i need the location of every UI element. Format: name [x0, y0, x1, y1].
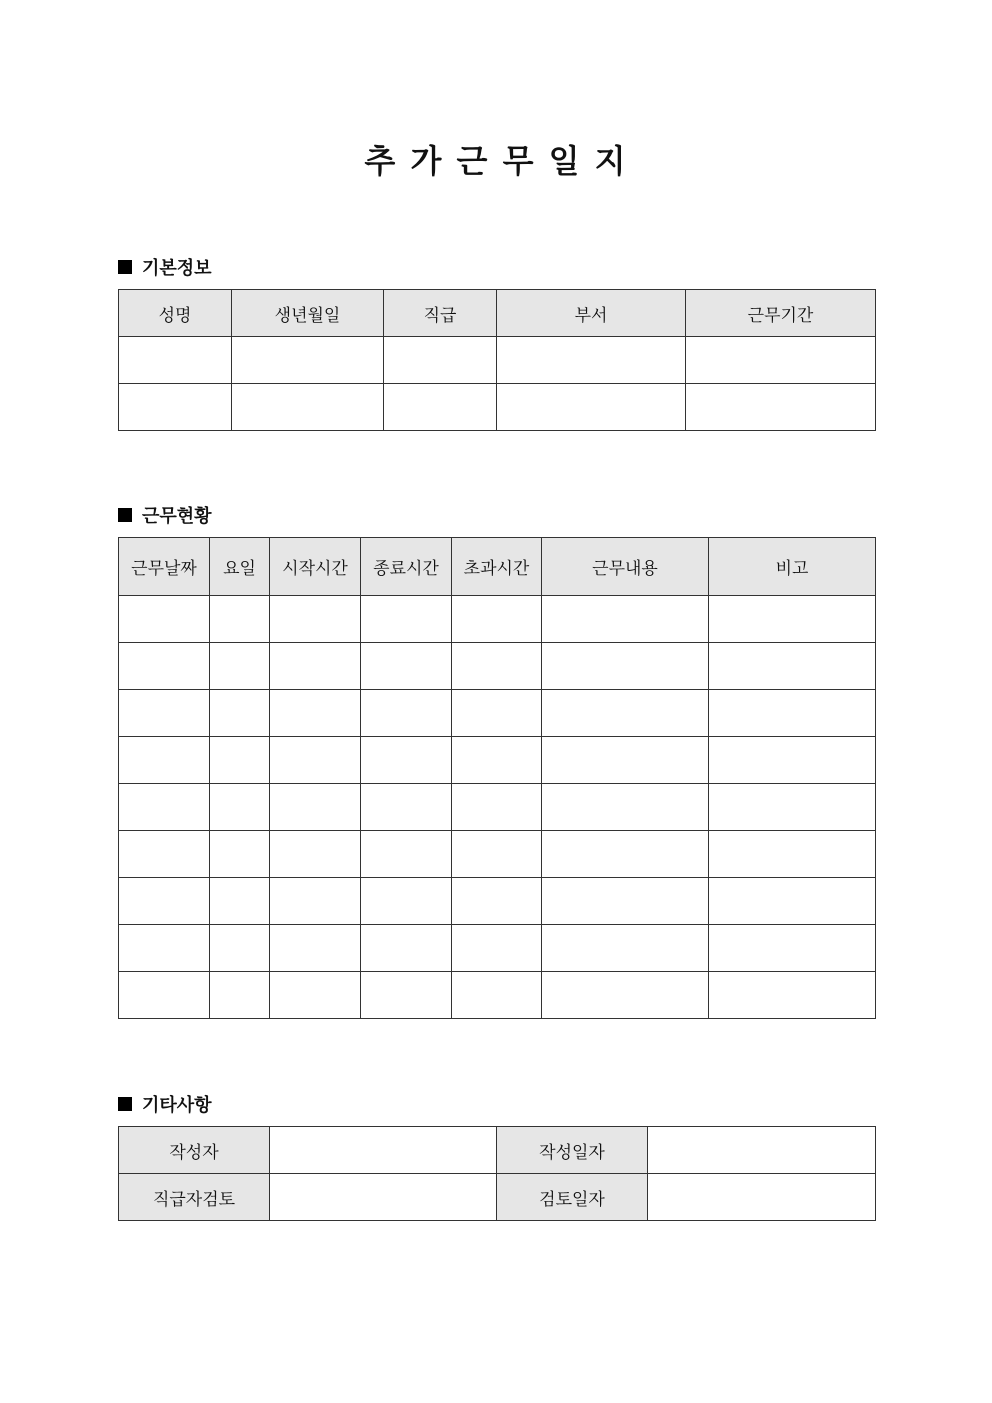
- table-cell[interactable]: [452, 925, 542, 972]
- column-header: 근무기간: [686, 290, 876, 337]
- table-cell[interactable]: [210, 737, 270, 784]
- section-heading-label: 근무현황: [142, 506, 212, 527]
- table-cell[interactable]: [270, 596, 361, 643]
- table-cell[interactable]: [119, 972, 210, 1019]
- table-cell[interactable]: [542, 596, 709, 643]
- table-cell[interactable]: [119, 384, 232, 431]
- column-header: 생년월일: [232, 290, 384, 337]
- table-cell[interactable]: [709, 925, 876, 972]
- document-title: 추 가 근 무 일 지: [364, 142, 628, 180]
- table-cell[interactable]: [210, 925, 270, 972]
- written-date-label: 작성일자: [497, 1127, 648, 1174]
- table-cell[interactable]: [210, 972, 270, 1019]
- table-row: [119, 831, 876, 878]
- table-cell[interactable]: [270, 878, 361, 925]
- table-cell[interactable]: [119, 878, 210, 925]
- table-cell[interactable]: [119, 690, 210, 737]
- table-cell[interactable]: [270, 831, 361, 878]
- table-cell[interactable]: [361, 831, 452, 878]
- table-cell[interactable]: [210, 690, 270, 737]
- table-row: [119, 596, 876, 643]
- table-header-row: [119, 290, 876, 337]
- table-row: [119, 972, 876, 1019]
- etc-table: [118, 1126, 876, 1221]
- table-cell[interactable]: [452, 690, 542, 737]
- table-row: [119, 643, 876, 690]
- table-header-row: [119, 538, 876, 596]
- column-header: 시작시간: [270, 538, 361, 596]
- table-cell[interactable]: [119, 337, 232, 384]
- table-cell[interactable]: [709, 643, 876, 690]
- table-cell[interactable]: [119, 925, 210, 972]
- table-cell[interactable]: [452, 831, 542, 878]
- section-heading-etc: [118, 1091, 212, 1117]
- table-cell[interactable]: [270, 925, 361, 972]
- column-header: 근무내용: [542, 538, 709, 596]
- square-bullet-icon: [118, 260, 132, 274]
- column-header: 성명: [119, 290, 232, 337]
- reviewer-label: 직급자검토: [119, 1174, 270, 1221]
- author-field[interactable]: [270, 1127, 497, 1174]
- table-cell[interactable]: [361, 784, 452, 831]
- table-row: [119, 384, 876, 431]
- square-bullet-icon: [118, 1097, 132, 1111]
- table-cell[interactable]: [542, 878, 709, 925]
- table-cell[interactable]: [270, 643, 361, 690]
- table-cell[interactable]: [361, 596, 452, 643]
- table-cell[interactable]: [210, 596, 270, 643]
- table-cell[interactable]: [709, 831, 876, 878]
- table-row: [119, 878, 876, 925]
- table-cell[interactable]: [542, 831, 709, 878]
- table-cell[interactable]: [452, 643, 542, 690]
- column-header: 부서: [497, 290, 686, 337]
- table-cell[interactable]: [384, 384, 497, 431]
- table-cell[interactable]: [361, 878, 452, 925]
- table-cell[interactable]: [452, 878, 542, 925]
- table-cell[interactable]: [210, 878, 270, 925]
- table-cell[interactable]: [452, 972, 542, 1019]
- table-cell[interactable]: [361, 972, 452, 1019]
- table-cell[interactable]: [542, 690, 709, 737]
- table-cell[interactable]: [686, 384, 876, 431]
- section-heading-basic: [118, 254, 212, 280]
- table-cell[interactable]: [497, 384, 686, 431]
- table-cell[interactable]: [709, 878, 876, 925]
- table-cell[interactable]: [542, 784, 709, 831]
- table-cell[interactable]: [709, 972, 876, 1019]
- table-cell[interactable]: [361, 737, 452, 784]
- table-cell[interactable]: [361, 643, 452, 690]
- table-cell[interactable]: [210, 784, 270, 831]
- table-cell[interactable]: [452, 737, 542, 784]
- table-cell[interactable]: [270, 737, 361, 784]
- column-header: 요일: [210, 538, 270, 596]
- section-heading-work: [118, 502, 212, 528]
- table-cell[interactable]: [361, 925, 452, 972]
- table-cell[interactable]: [542, 925, 709, 972]
- reviewer-field[interactable]: [270, 1174, 497, 1221]
- column-header: 초과시간: [452, 538, 542, 596]
- table-cell[interactable]: [119, 831, 210, 878]
- table-row: [119, 925, 876, 972]
- table-row: [119, 1174, 876, 1221]
- table-cell[interactable]: [119, 737, 210, 784]
- table-cell[interactable]: [119, 596, 210, 643]
- table-cell[interactable]: [452, 596, 542, 643]
- table-row: [119, 690, 876, 737]
- table-row: [119, 737, 876, 784]
- table-cell[interactable]: [210, 643, 270, 690]
- section-heading-label: 기타사항: [142, 1095, 212, 1116]
- review-date-field[interactable]: [648, 1174, 876, 1221]
- column-header: 직급: [384, 290, 497, 337]
- table-cell[interactable]: [709, 784, 876, 831]
- table-cell[interactable]: [232, 384, 384, 431]
- work-status-table: [118, 537, 876, 1019]
- table-cell[interactable]: [210, 831, 270, 878]
- table-cell[interactable]: [542, 737, 709, 784]
- table-cell[interactable]: [686, 337, 876, 384]
- table-cell[interactable]: [361, 690, 452, 737]
- table-cell[interactable]: [384, 337, 497, 384]
- table-cell[interactable]: [232, 337, 384, 384]
- column-header: 종료시간: [361, 538, 452, 596]
- table-cell[interactable]: [452, 784, 542, 831]
- table-row: [119, 784, 876, 831]
- section-heading-label: 기본정보: [142, 258, 212, 279]
- column-header: 비고: [709, 538, 876, 596]
- basic-info-table: [118, 289, 876, 431]
- table-cell[interactable]: [119, 643, 210, 690]
- square-bullet-icon: [118, 508, 132, 522]
- table-cell[interactable]: [709, 737, 876, 784]
- table-row: [119, 337, 876, 384]
- table-row: [119, 1127, 876, 1174]
- column-header: 근무날짜: [119, 538, 210, 596]
- table-cell[interactable]: [542, 972, 709, 1019]
- table-cell[interactable]: [270, 784, 361, 831]
- author-label: 작성자: [119, 1127, 270, 1174]
- written-date-field[interactable]: [648, 1127, 876, 1174]
- table-cell[interactable]: [542, 643, 709, 690]
- review-date-label: 검토일자: [497, 1174, 648, 1221]
- table-cell[interactable]: [270, 690, 361, 737]
- table-cell[interactable]: [270, 972, 361, 1019]
- table-cell[interactable]: [709, 690, 876, 737]
- table-cell[interactable]: [119, 784, 210, 831]
- table-cell[interactable]: [709, 596, 876, 643]
- table-cell[interactable]: [497, 337, 686, 384]
